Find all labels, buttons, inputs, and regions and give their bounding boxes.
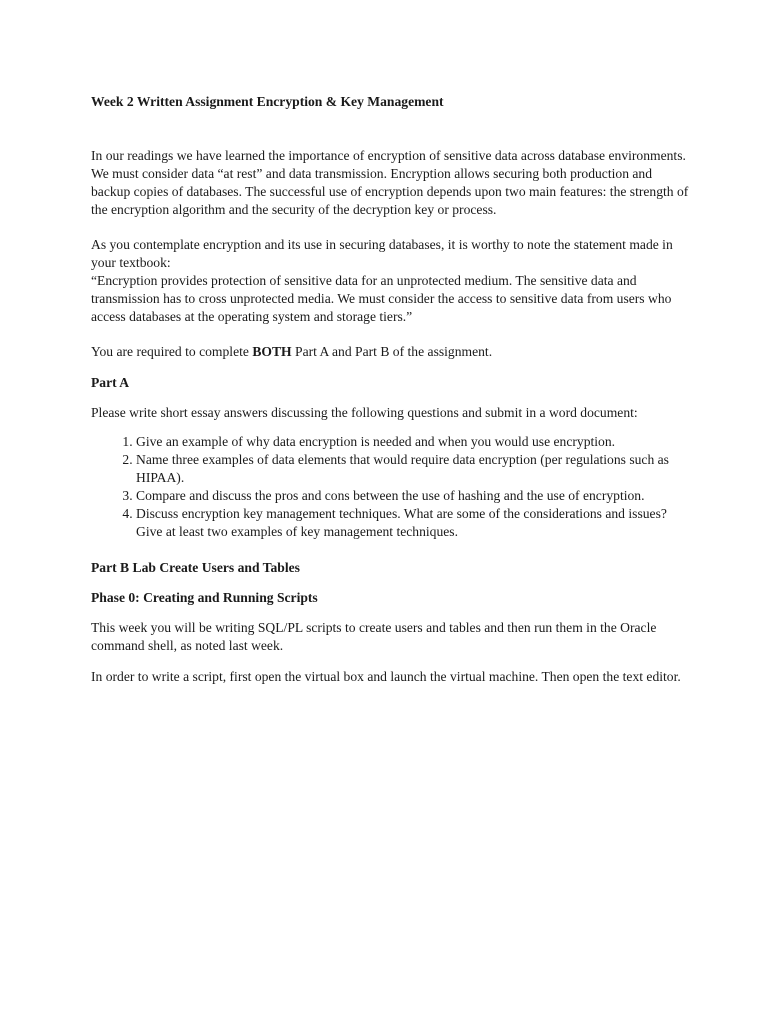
document-title: Week 2 Written Assignment Encryption & Key Management <box>91 94 444 109</box>
part-a-heading: Part A <box>91 375 130 390</box>
requirement-paragraph <box>91 343 691 361</box>
part-b-paragraph-2: In order to write a script, first open the virtual box and launch the virtual machine. Then open the text editor. <box>91 669 681 684</box>
requirement-text-before: You are required to complete <box>91 344 253 359</box>
phase-0-heading: Phase 0: Creating and Running Scripts <box>91 590 318 605</box>
list-item: 3. Compare and discuss the pros and cons between the use of hashing and the use of encryption. <box>136 487 691 505</box>
part-a-question-list <box>91 433 691 541</box>
textbook-quote: “Encryption provides protection of sensitive data for an unprotected medium. The sensitive data and transmission has to cross unprotected media. We must consider the access to sensitive data from users who access databases at the operating system and storage tiers.” <box>91 273 672 324</box>
intro-paragraph: In our readings we have learned the importance of encryption of sensitive data across database environments. We must consider data “at rest” and data transmission. Encryption allows securing both production and backup copies of databases. The successful use of encryption depends upon two main features: the strength of the encryption algorithm and the security of the decryption key or process. <box>91 148 689 217</box>
list-item: 1. Give an example of why data encryption is needed and when you would use encryption. <box>136 433 691 451</box>
requirement-emphasis: BOTH <box>252 344 292 359</box>
requirement-text-after: Part A and Part B of the assignment. <box>291 344 493 359</box>
textbook-lead-paragraph: As you contemplate encryption and its use in securing databases, it is worthy to note the statement made in your textbook: <box>91 237 673 270</box>
list-item: 4. Discuss encryption key management techniques. What are some of the considerations and issues? Give at least two examples of key management techniques. <box>136 505 691 541</box>
list-item: 2. Name three examples of data elements that would require data encryption (per regulations such as HIPAA). <box>136 451 691 487</box>
part-a-instructions: Please write short essay answers discussing the following questions and submit in a word document: <box>91 405 638 420</box>
part-b-heading: Part B Lab Create Users and Tables <box>91 560 300 575</box>
part-b-paragraph-1: This week you will be writing SQL/PL scripts to create users and tables and then run them in the Oracle command shell, as noted last week. <box>91 620 657 653</box>
document-body <box>91 93 691 686</box>
